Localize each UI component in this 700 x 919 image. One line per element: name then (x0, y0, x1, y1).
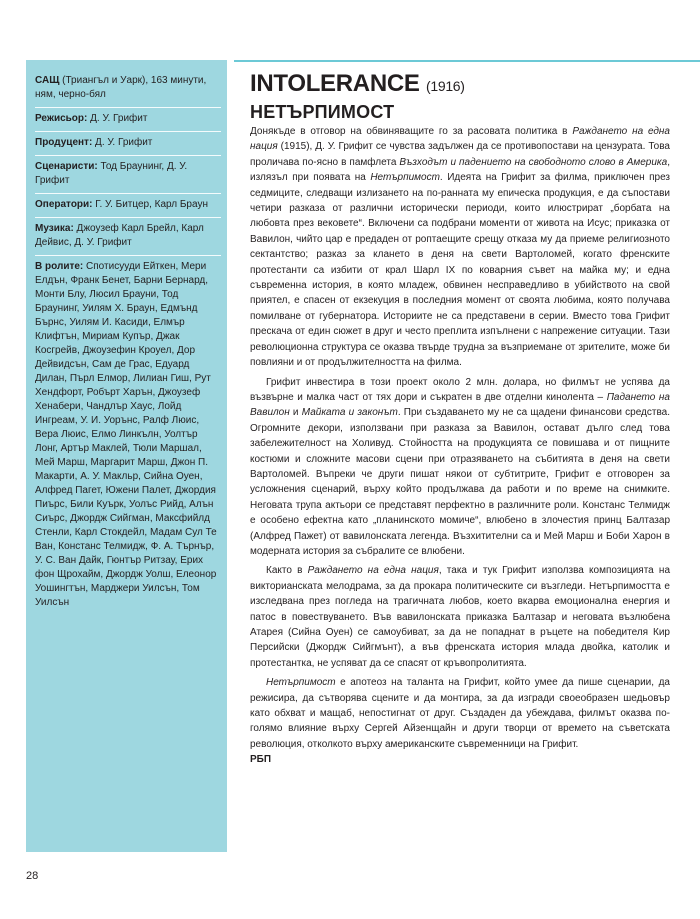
text-run: , така и тук Грифит използва композицията на викторианската мелодрама, за да прокара политическите си възгледи. Нетърпимостта е изследвана през погледа на трагичната любов, което вкарва емоционална енергия и патос в повествуването. Във вавилонската приказка Балтазар и неговата възлюбена Атарея (Сийна Оуен) се самоубиват, за да не попаднат в ръцете на победителя Кир Персийски (Джордж Сийгмънт), а във френската история млада двойка, католик и протестантка, не успяват да се спасят от кръвопролитията. (250, 565, 671, 669)
credit-producer (35, 136, 221, 156)
text-run: , излязъл при появата на (250, 156, 670, 184)
paragraph-1 (250, 124, 670, 371)
page-number: 28 (26, 870, 39, 882)
italic-title: Майката и законът (301, 407, 398, 419)
text-run: Както в (266, 565, 308, 577)
credit-cast (35, 260, 221, 615)
credit-label: В ролите: (35, 261, 84, 272)
text-run: Донякъде в отговор на обвиняващите го за расовата политика в (250, 126, 573, 137)
credit-label: САЩ (35, 75, 60, 86)
film-title-bulgarian: НЕТЪРПИМОСТ (250, 102, 395, 122)
text-run: . При създаването му не са щадени финансови средства. Огромните декори, използвани при разказа за Вавилон, остават дълго след това забележителност на Холивуд. Стойността на продукцията се повишава и от пищните костюми и сложните масови сцени при отразяването на събитията в деня на свети Вартоломей. Въпреки че други пишат някои от субтитрите, Грифит е отговорен за усложнения сценарий, върху който продължава да работи и по време на снимките. Неговата трупа актьори се представят перфектно в различните роли. Констанс Телмидж е особено ефектна като „планинското момиче“, влюбено в злочестия принц Балтазар (Алфред Пажет) от вавилонската легенда. Възхитителни са и Мей Марш и Боби Харон в модерната история за събралите се влюбени. (250, 407, 671, 557)
credit-music (35, 222, 221, 256)
italic-title: Раждането на една нация (250, 126, 670, 153)
credit-value: (Триангъл и Уарк), 163 минути, ням, черно-бял (35, 75, 207, 100)
text-run: е апотеоз на таланта на Грифит, който умее да пише сценарии, да режисира, да сътворява сцените и да монтира, за да изгради своеобразен шедьовър като обхват и мащаб, непостигнат от друг. Създаден да убеждава, филмът оказва по-голямо влияние върху Сергей Айзенщайн и други творци от времето на съветската революция, отколкото върху американските съвременници на Грифит. (250, 677, 670, 750)
credit-value: Спотисууди Ейткен, Мери Елдън, Франк Бенет, Барни Бернард, Монти Блу, Люсил Брауни, Тод Браунинг, Уилям Х. Браун, Едмънд Бърнс, Уилям И. Касиди, Елмър Клифтън, Мириам Купър, Джак Косгрейв, Джоузефин Кроуел, Дор Дейвидсън, Сам де Грас, Едуард Дилан, Пърл Елмор, Лилиан Гиш, Рут Хендфорт, Робърт Харън, Джоузеф Хенабери, Чандлър Хаус, Лойд Ингреам, У. И. Уорънс, Ралф Люис, Вера Люис, Елмо Линкълн, Уолтър Лонг, Артър Маклей, Тюли Маршал, Мей Марш, Маргарит Марш, Джон П. Макарти, А. У. Макльр, Сийна Оуен, Алфред Пагет, Южени Палет, Джордия Пиърс, Били Куърк, Уолъс Рийд, Алън Сиърс, Джордж Сийгман, Максфийлд Стенли, Карл Стокдейл, Мадам Сул Те Ван, Констанс Телмидж, Ф. А. Търнър, У. С. Ван Дайк, Гюнтър Ритзау, Ерих фон Щрохайм, Джордж Уолш, Елеонор Уошингтън, Марджери Уилсън, Том Уилсън (35, 261, 217, 608)
credit-value: Д. У. Грифит (87, 113, 148, 124)
credits-sidebar (26, 60, 227, 852)
paragraph-3 (250, 563, 670, 671)
text-run: и (289, 407, 302, 419)
italic-title: Нетърпимост (370, 172, 440, 184)
text-run: (1915), Д. У. Грифит се чувства задължен да се противопостави на цензурата. Това проличава по-ясно в памфлета (250, 141, 670, 168)
film-year: (1916) (425, 78, 465, 94)
credit-value: Джоузеф Карл Брейл, Карл Дейвис, Д. У. Грифит (35, 223, 204, 248)
credit-director (35, 112, 221, 132)
text-run: . Идеята на Грифит за филма, приключен през седмиците, следващи излизането на по-ранната му епическа продукция, е да съпостави четири разказа от различни исторически периоди, които илюстрират „борбата на любовта през вековете“. Включени са подбрани моменти от живота на Исус; приказка от Вавилон, чийто цар е предаден от роптаещите срещу отказа му да приеме религиозното сектантство; разказ за клането в деня на свети Вартоломей, когато френските протестанти са избити от крал Шарл IX по коварния съвет на майка му; и една съвременна история, в която младеж, обвинен несправедливо в убийството на свой приятел, е спасен от екзекуция в последния момент от своята любима, която получава помилване от губернатора. Историите не са представени в серии. Вместо това Грифит прескача от един сюжет в друг и често преплита изпълнени с напрежение ситуации. Тази революционна структура се оказва твърде трудна за възприемане от зрителите, може би повлияни и от продължителността на филма. (250, 172, 670, 369)
text-run: Грифит инвестира в този проект около 2 млн. долара, но филмът не успява да възвърне и малка част от тях дори и съкратен в две отделни кинолента – (250, 376, 670, 403)
italic-title: Раждането на една нация (307, 565, 439, 577)
film-title-english (250, 70, 670, 100)
top-rule (234, 60, 700, 62)
author-signature: РБП (250, 754, 272, 766)
credit-cinematographers (35, 198, 221, 218)
article-body (250, 124, 670, 768)
credit-value: Тод Браунинг, Д. У. Грифит (35, 161, 188, 186)
credit-label: Оператори: (35, 199, 93, 210)
credits-list (35, 74, 221, 619)
credit-label: Режисьор: (35, 113, 88, 124)
credit-label: Продуцент: (35, 137, 93, 148)
paragraph-4 (250, 675, 670, 752)
italic-title: Възходът и падението на свободното слово в Америка (399, 156, 668, 168)
credit-label: Сценаристи: (35, 161, 98, 172)
title-block (250, 70, 670, 124)
credit-writers (35, 160, 221, 194)
credit-value: Д. У. Грифит (92, 137, 153, 148)
paragraph-2 (250, 375, 670, 560)
film-title-text: INTOLERANCE (250, 70, 420, 97)
credit-value: Г. У. Битцер, Карл Браун (92, 199, 208, 210)
italic-title: Падането на Вавилон (250, 391, 670, 419)
credit-label: Музика: (35, 223, 74, 234)
credit-country (35, 74, 221, 108)
italic-title: Нетърпимост (266, 677, 336, 689)
